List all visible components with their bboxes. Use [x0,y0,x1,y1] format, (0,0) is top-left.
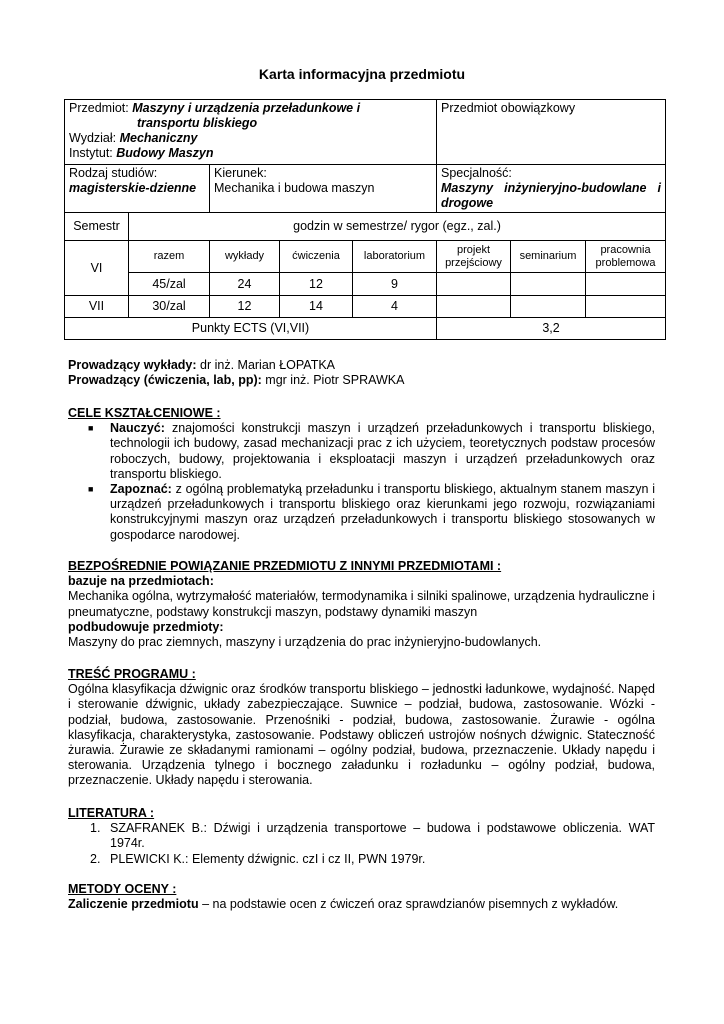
specialty-cell [437,165,666,213]
mandatory-label: Przedmiot obowiązkowy [441,101,576,115]
goal-label: Nauczyć: [110,421,165,436]
course-info-table [64,99,666,340]
study-type-value: magisterskie-dzienne [69,181,197,195]
ects-value: 3,2 [437,318,666,340]
lecturer-value: dr inż. Marian ŁOPATKA [200,358,336,372]
col-pracownia: pracownia problemowa [586,241,666,273]
goal-item [88,421,655,482]
vi-projekt [437,273,511,296]
col-cwiczenia: ćwiczenia [280,241,353,273]
subject-value-line2: transportu bliskiego [137,116,258,130]
goals-heading: CELE KSZTAŁCENIOWE : [68,406,221,420]
literature-number: 1. [90,821,101,836]
program-section [68,667,655,789]
institute-value: Budowy Maszyn [116,146,214,160]
subject-value-line1: Maszyny i urządzenia przeładunkowe i [132,101,361,115]
specialty-label: Specjalność: [441,166,512,180]
vii-laboratorium: 4 [353,296,437,318]
literature-list [68,821,655,867]
goal-text: z ogólną problematyką przeładunku i transportu bliskiego, aktualnym stanem maszyn i urządzeń przeładunkowych i transportu bliskiego oraz kierunkami jego rozwoju, rozwiązaniami konstrukcyjnymi maszyn oraz urządzeń przeładunkowych i transportu bliskiego stosowanych w gospodarce narodowej. [110,482,655,542]
goal-item [88,482,655,543]
assessment-section [68,882,655,912]
based-on-text: Mechanika ogólna, wytrzymałość materiałów, termodynamika i silniki spalinowe, urządzenia hydrauliczne i pneumatyczne, podstawy konstrukcji maszyn, podstawy dynamiki maszyn [68,589,655,619]
vii-projekt [437,296,511,318]
semester-vii: VII [65,296,129,318]
literature-number: 2. [90,851,101,866]
field-cell [210,165,437,213]
col-laboratorium: laboratorium [353,241,437,273]
specialty-value: Maszyny inżynieryjno-budowlane i drogowe [441,181,662,210]
ects-label: Punkty ECTS (VI,VII) [65,318,437,340]
instructor-label: Prowadzący (ćwiczenia, lab, pp): [68,373,262,388]
lecturers-block [68,358,655,388]
bullet-icon: ■ [88,484,94,495]
col-razem: razem [129,241,210,273]
vi-razem: 45/zal [129,273,210,296]
goals-list [68,421,655,543]
hours-header: godzin w semestrze/ rygor (egz., zal.) [129,213,666,241]
subject-label: Przedmiot: [69,101,129,115]
lecturer-label: Prowadzący wykłady: [68,358,197,372]
faculty-value: Mechaniczny [119,131,198,145]
col-wyklady: wykłady [210,241,280,273]
literature-heading: LITERATURA : [68,806,155,820]
vii-cwiczenia: 14 [280,296,353,318]
supports-label: podbudowuje przedmioty: [68,619,224,634]
program-heading: TREŚĆ PROGRAMU : [68,667,196,681]
field-label: Kierunek: [214,166,267,180]
instructor-value: mgr inż. Piotr SPRAWKA [265,373,405,388]
vii-wyklady: 12 [210,296,280,318]
vi-laboratorium: 9 [353,273,437,296]
vii-seminarium [511,296,586,318]
vii-pracownia [586,296,666,318]
based-on-label: bazuje na przedmiotach: [68,574,214,589]
col-seminarium: seminarium [511,241,586,273]
related-heading: BEZPOŚREDNIE POWIĄZANIE PRZEDMIOTU Z INNYMI PRZEDMIOTAMI : [68,559,502,573]
literature-text: PLEWICKI K.: Elementy dźwignic. czI i cz II, PWN 1979r. [110,851,426,866]
subject-cell [65,100,437,165]
vi-seminarium [511,273,586,296]
document-title: Karta informacyjna przedmiotu [258,66,466,82]
faculty-label: Wydział: [69,131,117,145]
vii-razem: 30/zal [129,296,210,318]
vi-pracownia [586,273,666,296]
supports-text: Maszyny do prac ziemnych, maszyny i urządzenia do prac inżynieryjno-budowlanych. [68,635,542,650]
vi-cwiczenia: 12 [280,273,353,296]
study-type-cell [65,165,210,213]
field-value: Mechanika i budowa maszyn [214,181,375,195]
assessment-label: Zaliczenie przedmiotu [68,897,199,912]
goals-section [68,406,655,543]
goal-text: znajomości konstrukcji maszyn i urządzeń przeładunkowych i transportu bliskiego, technologii ich budowy, zasad mechanizacji prac z ich użyciem, teoretycznych podstaw procesów roboczych, budowy, projektowania i eksploatacji maszyn i urządzeń przeładunkowych oraz transportu bliskiego. [110,421,655,481]
semester-vi: VI [65,241,129,296]
literature-section [68,806,655,867]
related-subjects-section [68,559,655,650]
literature-item [90,851,655,867]
study-type-label: Rodzaj studiów: [69,166,158,180]
mandatory-cell [437,100,666,165]
semester-header: Semestr [65,213,129,241]
goal-label: Zapoznać: [110,482,172,497]
institute-label: Instytut: [69,146,113,160]
assessment-text: – na podstawie ocen z ćwiczeń oraz sprawdzianów pisemnych z wykładów. [202,897,619,912]
col-projekt: projekt przejściowy [437,241,511,273]
literature-item [90,821,655,851]
literature-text: SZAFRANEK B.: Dźwigi i urządzenia transportowe – budowa i podstawowe obliczenia. WAT 1974r. [110,821,655,851]
assessment-heading: METODY OCENY : [68,882,177,896]
program-text: Ogólna klasyfikacja dźwignic oraz środków transportu bliskiego – jednostki ładunkowe, wydajność. Napęd i sterowanie dźwignic, układy zabezpieczające. Suwnice – podział, budowa, zastosowanie. Wózki - podział, budowa, zastosowanie. Przenośniki - podział, budowa, zastosowanie. Żurawie - ogólna klasyfikacja, charakterystyka, zastosowanie. Podstawy obliczeń ustrojów nośnych dźwignic. Stateczność żurawia. Żurawie ze składanymi ramionami – ogólny podział, budowa, przeznaczenie. Układy napędu i sterowania. Urządzenia tylnego i bocznego załadunku i rozładunku – ogólny podział, budowa, przeznaczenie. Układy napędu i sterowania. [68,682,655,788]
vi-wyklady: 24 [210,273,280,296]
bullet-icon: ■ [88,423,94,434]
